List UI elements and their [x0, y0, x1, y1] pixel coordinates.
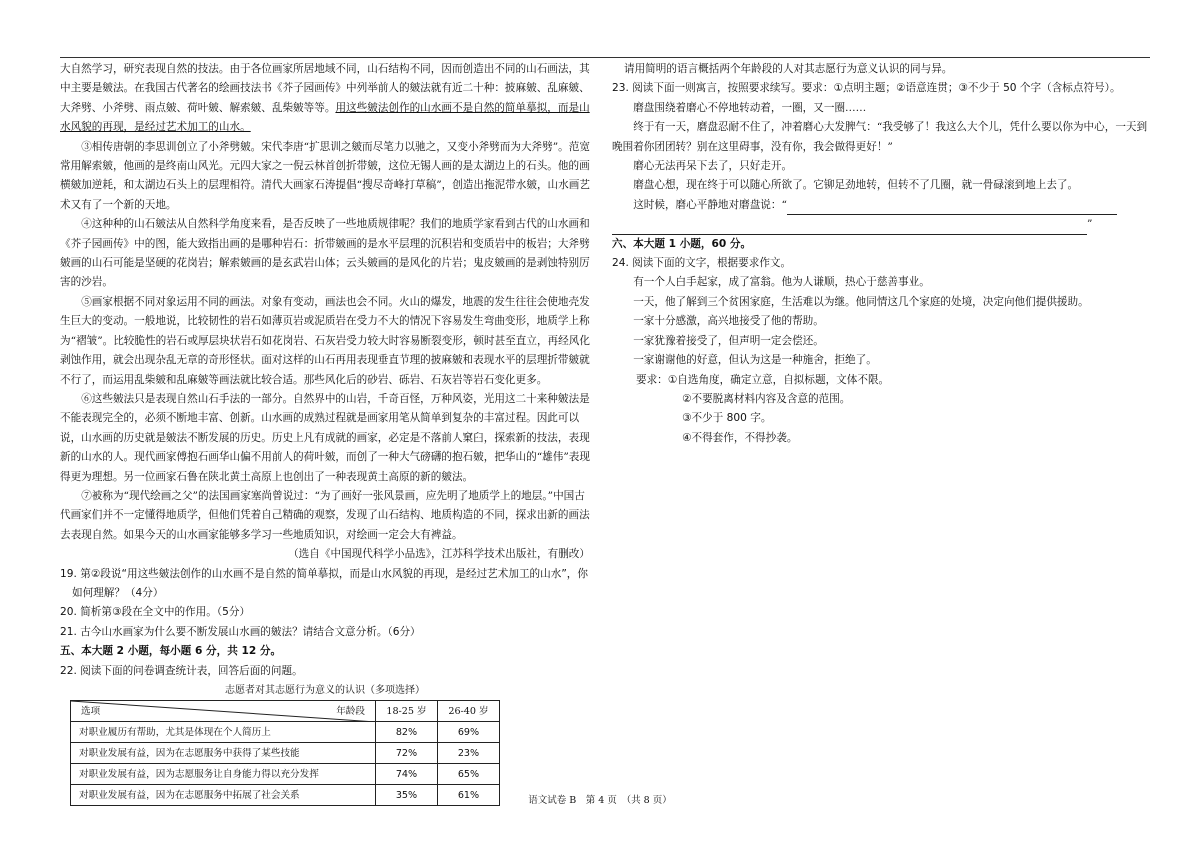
underlined-sentence: 用这些皴法创作的山水画不是自然的简单摹拟，而是山水风貌的再现，是经过艺术加工的山水。: [60, 101, 590, 134]
fable-line-5: 这时候，磨心平静地对磨盘说：“: [612, 196, 1152, 215]
cell-26-40: 65%: [438, 764, 500, 785]
essay-line-2: 一天，他了解到三个贫困家庭，生活难以为继。他同情这几个家庭的处境，决定向他们提供援助。: [633, 295, 1089, 308]
survey-table: [70, 700, 500, 806]
left-column: [60, 60, 590, 806]
answer-blank-2[interactable]: [612, 223, 1087, 235]
essay-line-5: 一家谢谢他的好意，但认为这是一种施舍，拒绝了。: [633, 354, 877, 367]
fable-line-2: 终于有一天，磨盘忍耐不住了，冲着磨心大发脾气：“我受够了！我这么大个儿，凭什么要以你为中心，一天到晚围着你团团转？别在这里碍事，没有你，我会做得更好！”: [612, 121, 1148, 153]
question-22: 22. 阅读下面的问卷调查统计表，回答后面的问题。: [60, 664, 303, 677]
cell-18-25: 35%: [376, 785, 438, 806]
table-row: [71, 764, 500, 785]
table-caption: 志愿者对其志愿行为意义的认识（多项选择）: [225, 685, 425, 696]
paragraph-2: 大自然学习，研究表现自然的技法。由于各位画家所居地域不同，山石结构不同，因而创造出不同的山石画法，其中主要是皴法。在我国古代著名的绘画技法书《芥子园画传》中列举前人的皴法就有近二十种：披麻皴、乱麻皴、大斧劈、小斧劈、雨点皴、荷叶皴、解索皴、乱柴皴等等。用这些皴法创作的山水画不是自然的简单摹拟，而是山水风貌的再现，是经过艺术加工的山水。: [60, 63, 590, 134]
paragraph-7: ⑦被称为“现代绘画之父”的法国画家塞尚曾说过：“为了画好一张风景画，应先明了地质学上的地层。”中国古代画家们并不一定懂得地质学，但他们凭着自己精确的观察，发现了山石结构、地质构造的不同，探求出新的画法去表现自然。如果今天的山水画家能够多学习一些地质知识，对绘画一定会大有裨益。: [60, 489, 590, 541]
question-19: 19. 第②段说“用这些皴法创作的山水画不是自然的简单摹拟，而是山水风貌的再现，是经过艺术加工的山水”，你: [60, 567, 588, 580]
row-label: 对职业发展有益，因为在志愿服务中获得了某些技能: [71, 743, 376, 764]
cell-18-25: 82%: [376, 722, 438, 743]
question-23: 23. 阅读下面一则寓言，按照要求续写。要求：①点明主题；②语意连贯；③不少于 50 个字（含标点符号）。: [612, 82, 1121, 95]
answer-line-2: ”: [612, 215, 1152, 234]
answer-blank-1[interactable]: [787, 203, 1117, 215]
row-label: 对职业发展有益，因为在志愿服务中拓展了社会关系: [71, 785, 376, 806]
col-header-26-40: 26-40 岁: [438, 701, 500, 722]
table-corner-cell: [71, 701, 376, 722]
requirement-4: ④不得套作，不得抄袭。: [682, 431, 798, 444]
table-row: [71, 722, 500, 743]
question-21: 21. 古今山水画家为什么要不断发展山水画的皴法？请结合文意分析。（6分）: [60, 625, 421, 638]
row-label: 对职业履历有帮助，尤其是体现在个人简历上: [71, 722, 376, 743]
col-header-18-25: 18-25 岁: [376, 701, 438, 722]
table-row: [71, 743, 500, 764]
row-label: 对职业发展有益，因为志愿服务让自身能力得以充分发挥: [71, 764, 376, 785]
section-6-heading: 六、本大题 1 小题，60 分。: [612, 237, 752, 250]
corner-label-age: 年龄段: [336, 706, 365, 718]
requirement-2: ②不要脱离材料内容及含意的范围。: [682, 392, 851, 405]
essay-line-3: 一家十分感激，高兴地接受了他的帮助。: [633, 315, 824, 328]
paragraph-6: ⑥这些皴法只是表现自然山石手法的一部分。自然界中的山岩，千奇百怪，万种风姿，光用这二十来种皴法是不能表现完全的，必须不断地丰富、创新。山水画的成熟过程就是画家用笔从简单到复杂的丰富过程。因此可以说，山水画的历史就是皴法不断发展的历史。历史上凡有成就的画家，必定是不落前人窠臼，探索新的技法，表现新的山水的人。现代画家傅抱石画华山偏不用前人的荷叶皴，而创了一种大气磅礴的抱石皴，把华山的“雄伟”表现得更为理想。另一位画家石鲁在陕北黄土高原上也创出了一种表现黄土高原的新的皴法。: [60, 392, 590, 483]
essay-line-4: 一家犹豫着接受了，但声明一定会偿还。: [633, 334, 824, 347]
paragraph-4: ④这种种的山石皴法从自然科学角度来看，是否反映了一些地质规律呢？我们的地质学家看到古代的山水画和《芥子园画传》中的图，能大致指出画的是哪种岩石：折带皴画的是水平层理的沉积岩和变质岩中的板岩；大斧劈皴画的山石可能是坚硬的花岗岩；解索皴画的是玄武岩山体；云头皴画的是风化的片岩；鬼皮皴画的是剥蚀特别厉害的沙岩。: [60, 218, 590, 289]
question-22-prompt: 请用简明的语言概括两个年龄段的人对其志愿行为意义认识的同与异。: [624, 63, 953, 75]
paragraph-5: ⑤画家根据不同对象运用不同的画法。对象有变动，画法也会不同。火山的爆发，地震的发生往往会使地壳发生巨大的变动。一般地说，比较韧性的岩石如薄页岩或泥质岩在受力不大的情况下容易发生弯曲变形，地质学上称为“褶皱”。比较脆性的岩石或厚层块状岩石如花岗岩、石灰岩受力较大时容易断裂变形，顿时甚至直立，再经风化剥蚀作用，就会出现杂乱无章的奇形怪状。面对这样的山石再用表现垂直节理的披麻皴和表现水平的层理折带皴就不行了，而运用乱柴皴和乱麻皴等画法就比较合适。那些风化后的砂岩、砾岩、石灰岩等岩石变化更多。: [60, 295, 590, 386]
paragraph-3: ③相传唐朝的李思训创立了小斧劈皴。宋代李唐“扩思训之皴而尽笔力以驰之，又变小斧劈而为大斧劈”。范宽常用解索皴，他画的是终南山风光。元四大家之一倪云林首创折带皴，这位无锡人画的是太湖边上的石头。他的画横皴加逆耗，和太湖边石头上的层理相符。清代大画家石涛提倡“搜尽奇峰打草稿”，创造出拖泥带水皴，山水画艺术又有了一个新的天地。: [60, 140, 590, 211]
right-column: [612, 60, 1152, 448]
cell-26-40: 23%: [438, 743, 500, 764]
cell-18-25: 72%: [376, 743, 438, 764]
section-5-heading: 五、本大题 2 小题，每小题 6 分，共 12 分。: [60, 645, 282, 658]
cell-18-25: 74%: [376, 764, 438, 785]
fable-line-1: 磨盘围绕着磨心不停地转动着，一圈，又一圈……: [633, 101, 867, 114]
page-footer: 语文试卷 B 第 4 页 （共 8 页）: [528, 795, 672, 806]
fable-line-4: 磨盘心想，现在终于可以随心所欲了。它铆足劲地转，但转不了几圈，就一骨碌滚到地上去了。: [633, 179, 1079, 192]
cell-26-40: 61%: [438, 785, 500, 806]
question-20: 20. 简析第③段在全文中的作用。（5分）: [60, 606, 251, 619]
cell-26-40: 69%: [438, 722, 500, 743]
corner-label-option: 选项: [81, 706, 101, 718]
source-note: （选自《中国现代科学小品选》，江苏科学技术出版社，有删改）: [288, 548, 590, 561]
essay-line-1: 有一个人白手起家，成了富翁。他为人谦顺，热心于慈善事业。: [633, 276, 930, 289]
question-24: 24. 阅读下面的文字，根据要求作文。: [612, 257, 792, 270]
requirement-3: ③不少于 800 字。: [682, 412, 772, 425]
question-19-cont: 如何理解？（4分）: [72, 586, 164, 599]
requirement-1: 要求：①自选角度，确定立意，自拟标题，文体不限。: [636, 373, 890, 386]
table-header-row: [71, 701, 500, 722]
fable-line-3: 磨心无法再呆下去了，只好走开。: [633, 160, 793, 173]
diagonal-line: [71, 701, 376, 722]
top-rule: [60, 57, 1150, 58]
